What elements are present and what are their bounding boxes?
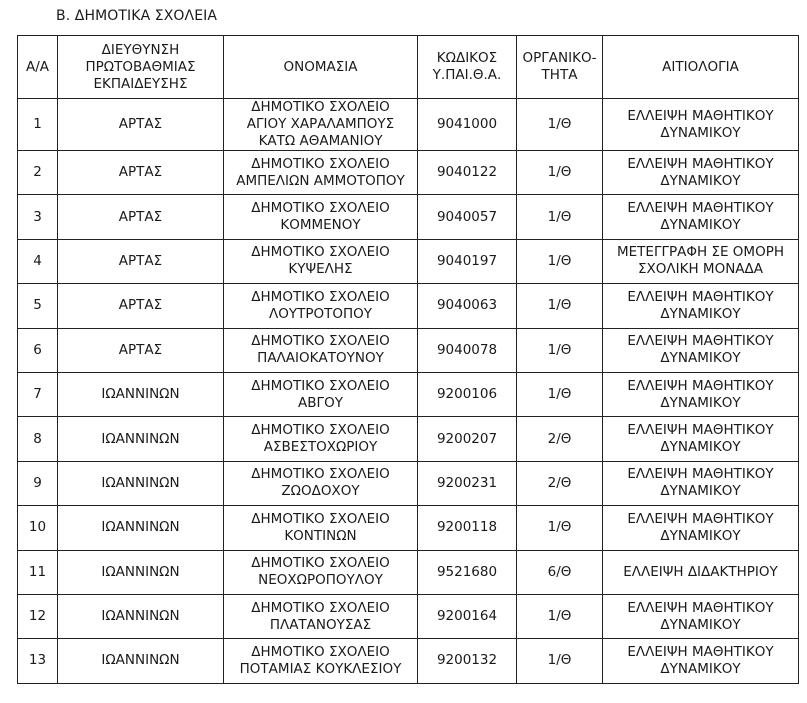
cell-organikotita <box>517 99 603 151</box>
cell-code <box>418 506 517 550</box>
cell-school-name-text: ΠΑΛΑΙΟΚΑΤΟΥΝΟΥ <box>257 350 384 367</box>
cell-directorate <box>58 506 224 550</box>
cell-aa-text: 13 <box>28 652 47 669</box>
cell-directorate <box>58 195 224 239</box>
cell-code-text: 9200106 <box>436 386 498 403</box>
cell-school-name-text: ΔΗΜΟΤΙΚΟ ΣΧΟΛΕΙΟ <box>251 466 390 483</box>
cell-aa-text: 2 <box>33 164 42 181</box>
cell-school-name <box>224 506 418 550</box>
cell-aa <box>18 328 58 372</box>
cell-reason <box>603 239 799 283</box>
cell-directorate-text: ΑΡΤΑΣ <box>118 208 163 225</box>
table-row <box>18 195 799 239</box>
cell-school-name-text: ΖΩΟΔΟΧΟΥ <box>281 483 360 500</box>
cell-reason-text: ΕΛΛΕΙΨΗ ΜΑΘΗΤΙΚΟΥ <box>627 288 774 305</box>
header-aa <box>18 36 58 99</box>
cell-reason-text: ΔΥΝΑΜΙΚΟΥ <box>660 172 741 189</box>
cell-school-name-text: ΑΓΙΟΥ ΧΑΡΑΛΑΜΠΟΥΣ <box>246 116 395 132</box>
table-row <box>18 372 799 416</box>
cell-directorate-text: ΑΡΤΑΣ <box>118 164 163 181</box>
cell-code <box>418 151 517 195</box>
cell-school-name-text: ΠΟΤΑΜΙΑΣ ΚΟΥΚΛΕΣΙΟΥ <box>239 660 402 677</box>
cell-code <box>418 594 517 638</box>
cell-school-name-text: ΔΗΜΟΤΙΚΟ ΣΧΟΛΕΙΟ <box>251 200 390 217</box>
cell-code-text: 9040078 <box>436 341 498 358</box>
cell-reason <box>603 195 799 239</box>
cell-directorate <box>58 639 224 683</box>
cell-code-text: 9040063 <box>436 297 498 314</box>
cell-reason <box>603 151 799 195</box>
header-organikotita-line: ΤΗΤΑ <box>541 67 578 83</box>
cell-reason-text: ΔΥΝΑΜΙΚΟΥ <box>660 439 741 456</box>
cell-code-text: 9040197 <box>436 252 498 269</box>
table-row <box>18 239 799 283</box>
cell-aa-text: 6 <box>33 341 42 358</box>
cell-reason-text: ΜΕΤΕΓΓΡΑΦΗ ΣΕ ΟΜΟΡΗ <box>617 244 784 261</box>
cell-aa <box>18 284 58 328</box>
cell-organikotita <box>517 372 603 416</box>
cell-directorate-text: ΙΩΑΝΝΙΝΩΝ <box>101 652 180 669</box>
cell-organikotita-text: 6/Θ <box>547 563 572 580</box>
cell-directorate <box>58 550 224 594</box>
cell-organikotita-text: 2/Θ <box>547 474 572 491</box>
cell-organikotita-text: 1/Θ <box>547 252 572 269</box>
cell-school-name-text: ΔΗΜΟΤΙΚΟ ΣΧΟΛΕΙΟ <box>251 333 390 350</box>
cell-reason-text: ΕΛΛΕΙΨΗ ΜΑΘΗΤΙΚΟΥ <box>627 333 774 350</box>
cell-school-name-text: ΔΗΜΟΤΙΚΟ ΣΧΟΛΕΙΟ <box>251 643 390 660</box>
cell-organikotita-text: 1/Θ <box>547 386 572 403</box>
cell-code-text: 9200132 <box>436 652 498 669</box>
cell-aa-text: 11 <box>28 563 47 580</box>
header-reason-text: ΑΙΤΙΟΛΟΓΙΑ <box>662 58 739 75</box>
cell-school-name-text: ΔΗΜΟΤΙΚΟ ΣΧΟΛΕΙΟ <box>251 510 390 527</box>
cell-school-name-text: ΚΑΤΩ ΑΘΑΜΑΝΙΟΥ <box>258 133 383 149</box>
cell-reason-text: ΣΧΟΛΙΚΗ ΜΟΝΑΔΑ <box>638 261 763 278</box>
cell-aa <box>18 151 58 195</box>
table-row <box>18 284 799 328</box>
cell-aa <box>18 461 58 505</box>
cell-code <box>418 372 517 416</box>
cell-aa-text: 3 <box>33 208 42 225</box>
cell-school-name-text: ΔΗΜΟΤΙΚΟ ΣΧΟΛΕΙΟ <box>251 422 390 439</box>
header-name-text: ΟΝΟΜΑΣΙΑ <box>283 58 358 75</box>
header-directorate-line: ΠΡΩΤΟΒΑΘΜΙΑΣ <box>85 58 196 75</box>
cell-school-name <box>224 550 418 594</box>
cell-organikotita-text: 1/Θ <box>547 208 572 225</box>
cell-reason-text: ΕΛΛΕΙΨΗ ΜΑΘΗΤΙΚΟΥ <box>627 599 774 616</box>
header-row <box>18 36 799 99</box>
cell-school-name-text: ΔΗΜΟΤΙΚΟ ΣΧΟΛΕΙΟ <box>251 555 390 572</box>
cell-code <box>418 328 517 372</box>
table-row <box>18 151 799 195</box>
header-organikotita-line: ΟΡΓΑΝΙΚΟ- <box>522 50 597 66</box>
cell-school-name-text: ΔΗΜΟΤΙΚΟ ΣΧΟΛΕΙΟ <box>251 244 390 261</box>
cell-school-name <box>224 639 418 683</box>
cell-code-text: 9200231 <box>436 474 498 491</box>
table-row <box>18 506 799 550</box>
header-organikotita <box>517 36 603 99</box>
cell-directorate-text: ΙΩΑΝΝΙΝΩΝ <box>101 386 180 403</box>
cell-reason-text: ΔΥΝΑΜΙΚΟΥ <box>660 616 741 633</box>
header-code <box>418 36 517 99</box>
cell-organikotita <box>517 417 603 461</box>
cell-organikotita-text: 1/Θ <box>547 519 572 536</box>
cell-organikotita <box>517 195 603 239</box>
cell-organikotita <box>517 461 603 505</box>
cell-aa-text: 4 <box>33 252 42 269</box>
cell-reason-text: ΔΥΝΑΜΙΚΟΥ <box>660 124 741 141</box>
cell-aa-text: 12 <box>28 608 47 625</box>
cell-reason-text: ΔΥΝΑΜΙΚΟΥ <box>660 394 741 411</box>
cell-directorate <box>58 594 224 638</box>
cell-reason <box>603 639 799 683</box>
cell-organikotita <box>517 328 603 372</box>
cell-reason <box>603 506 799 550</box>
cell-directorate <box>58 328 224 372</box>
cell-code <box>418 417 517 461</box>
cell-aa-text: 5 <box>33 297 42 314</box>
cell-school-name-text: ΑΒΓΟΥ <box>298 394 343 411</box>
header-aa-text: Α/Α <box>25 58 50 75</box>
cell-directorate-text: ΑΡΤΑΣ <box>118 252 163 269</box>
cell-reason-text: ΔΥΝΑΜΙΚΟΥ <box>660 350 741 367</box>
header-code-line: Υ.ΠΑΙ.Θ.Α. <box>432 67 502 83</box>
cell-organikotita-text: 1/Θ <box>547 164 572 181</box>
cell-school-name <box>224 239 418 283</box>
section-title: Β. ΔΗΜΟΤΙΚΑ ΣΧΟΛΕΙΑ <box>56 8 218 24</box>
cell-school-name-text: ΑΜΠΕΛΙΩΝ ΑΜΜΟΤΟΠΟΥ <box>236 172 405 189</box>
header-name <box>224 36 418 99</box>
cell-code-text: 9200118 <box>436 519 498 536</box>
table-row <box>18 639 799 683</box>
header-directorate-line: ΔΙΕΥΘΥΝΣΗ <box>101 41 180 58</box>
cell-organikotita <box>517 506 603 550</box>
cell-code <box>418 639 517 683</box>
cell-code <box>418 284 517 328</box>
cell-code <box>418 195 517 239</box>
cell-directorate-text: ΑΡΤΑΣ <box>118 341 163 358</box>
cell-directorate <box>58 239 224 283</box>
table-row <box>18 99 799 151</box>
cell-organikotita-text: 2/Θ <box>547 430 572 447</box>
cell-reason <box>603 284 799 328</box>
cell-aa <box>18 372 58 416</box>
cell-directorate-text: ΑΡΤΑΣ <box>118 116 163 132</box>
cell-school-name <box>224 151 418 195</box>
cell-directorate-text: ΑΡΤΑΣ <box>118 297 163 314</box>
cell-directorate <box>58 461 224 505</box>
cell-organikotita-text: 1/Θ <box>547 608 572 625</box>
cell-code <box>418 239 517 283</box>
cell-reason-text: ΕΛΛΕΙΨΗ ΜΑΘΗΤΙΚΟΥ <box>627 200 774 217</box>
cell-reason <box>603 372 799 416</box>
cell-code <box>418 99 517 151</box>
cell-code <box>418 550 517 594</box>
cell-reason-text: ΔΥΝΑΜΙΚΟΥ <box>660 527 741 544</box>
cell-school-name-text: ΑΣΒΕΣΤΟΧΩΡΙΟΥ <box>263 439 378 456</box>
cell-reason-text: ΕΛΛΕΙΨΗ ΜΑΘΗΤΙΚΟΥ <box>627 466 774 483</box>
cell-reason-text: ΔΥΝΑΜΙΚΟΥ <box>660 305 741 322</box>
cell-school-name <box>224 372 418 416</box>
cell-organikotita <box>517 239 603 283</box>
cell-organikotita <box>517 151 603 195</box>
cell-aa-text: 1 <box>33 116 42 132</box>
cell-aa-text: 8 <box>33 430 42 447</box>
cell-reason-text: ΕΛΛΕΙΨΗ ΜΑΘΗΤΙΚΟΥ <box>627 155 774 172</box>
cell-reason-text: ΔΥΝΑΜΙΚΟΥ <box>660 217 741 234</box>
cell-reason <box>603 550 799 594</box>
header-directorate <box>58 36 224 99</box>
cell-school-name-text: ΚΟΜΜΕΝΟΥ <box>280 217 361 234</box>
cell-reason <box>603 594 799 638</box>
cell-reason-text: ΔΥΝΑΜΙΚΟΥ <box>660 660 741 677</box>
cell-aa <box>18 594 58 638</box>
cell-aa <box>18 195 58 239</box>
cell-organikotita <box>517 639 603 683</box>
header-code-line: ΚΩΔΙΚΟΣ <box>436 50 498 66</box>
cell-reason-text: ΔΥΝΑΜΙΚΟΥ <box>660 483 741 500</box>
cell-school-name-text: ΝΕΟΧΩΡΟΠΟΥΛΟΥ <box>258 572 383 589</box>
cell-school-name <box>224 461 418 505</box>
table-row <box>18 550 799 594</box>
cell-school-name-text: ΔΗΜΟΤΙΚΟ ΣΧΟΛΕΙΟ <box>251 99 390 115</box>
cell-organikotita <box>517 284 603 328</box>
cell-directorate <box>58 151 224 195</box>
cell-directorate-text: ΙΩΑΝΝΙΝΩΝ <box>101 608 180 625</box>
cell-school-name <box>224 328 418 372</box>
cell-reason-text: ΕΛΛΕΙΨΗ ΜΑΘΗΤΙΚΟΥ <box>627 422 774 439</box>
cell-reason <box>603 99 799 151</box>
cell-aa-text: 10 <box>28 519 47 536</box>
cell-code-text: 9040122 <box>436 164 498 181</box>
cell-organikotita-text: 1/Θ <box>547 341 572 358</box>
cell-reason-text: ΕΛΛΕΙΨΗ ΜΑΘΗΤΙΚΟΥ <box>627 643 774 660</box>
cell-reason <box>603 461 799 505</box>
cell-aa <box>18 99 58 151</box>
cell-directorate-text: ΙΩΑΝΝΙΝΩΝ <box>101 474 180 491</box>
cell-code-text: 9200164 <box>436 608 498 625</box>
cell-school-name <box>224 195 418 239</box>
cell-school-name-text: ΔΗΜΟΤΙΚΟ ΣΧΟΛΕΙΟ <box>251 288 390 305</box>
cell-school-name-text: ΔΗΜΟΤΙΚΟ ΣΧΟΛΕΙΟ <box>251 599 390 616</box>
cell-school-name <box>224 594 418 638</box>
table-row <box>18 417 799 461</box>
table-row <box>18 461 799 505</box>
cell-school-name <box>224 417 418 461</box>
cell-reason-text: ΕΛΛΕΙΨΗ ΔΙΔΑΚΤΗΡΙΟΥ <box>623 563 778 580</box>
cell-school-name-text: ΚΥΨΕΛΗΣ <box>288 261 353 278</box>
table-row <box>18 328 799 372</box>
cell-school-name-text: ΚΟΝΤΙΝΩΝ <box>284 527 357 544</box>
schools-table <box>17 35 799 684</box>
cell-directorate-text: ΙΩΑΝΝΙΝΩΝ <box>101 563 180 580</box>
cell-directorate <box>58 99 224 151</box>
cell-directorate-text: ΙΩΑΝΝΙΝΩΝ <box>101 519 180 536</box>
header-directorate-line: ΕΚΠΑΙΔΕΥΣΗΣ <box>93 75 188 92</box>
cell-reason-text: ΕΛΛΕΙΨΗ ΜΑΘΗΤΙΚΟΥ <box>627 510 774 527</box>
cell-school-name <box>224 284 418 328</box>
cell-code-text: 9040057 <box>436 208 498 225</box>
table-row <box>18 594 799 638</box>
cell-school-name-text: ΔΗΜΟΤΙΚΟ ΣΧΟΛΕΙΟ <box>251 155 390 172</box>
cell-organikotita-text: 1/Θ <box>547 652 572 669</box>
cell-aa <box>18 417 58 461</box>
cell-reason <box>603 417 799 461</box>
cell-reason-text: ΕΛΛΕΙΨΗ ΜΑΘΗΤΙΚΟΥ <box>627 107 774 124</box>
cell-organikotita-text: 1/Θ <box>547 297 572 314</box>
cell-aa <box>18 506 58 550</box>
cell-directorate-text: ΙΩΑΝΝΙΝΩΝ <box>101 430 180 447</box>
cell-directorate <box>58 372 224 416</box>
cell-school-name <box>224 99 418 151</box>
cell-organikotita-text: 1/Θ <box>547 116 572 132</box>
cell-aa <box>18 639 58 683</box>
cell-directorate <box>58 284 224 328</box>
cell-aa <box>18 550 58 594</box>
header-reason <box>603 36 799 99</box>
cell-school-name-text: ΛΟΥΤΡΟΤΟΠΟΥ <box>268 305 373 322</box>
cell-code <box>418 461 517 505</box>
table-body <box>18 99 799 684</box>
cell-aa-text: 9 <box>33 474 42 491</box>
cell-aa <box>18 239 58 283</box>
cell-school-name-text: ΠΛΑΤΑΝΟΥΣΑΣ <box>269 616 372 633</box>
cell-school-name-text: ΔΗΜΟΤΙΚΟ ΣΧΟΛΕΙΟ <box>251 377 390 394</box>
cell-organikotita <box>517 594 603 638</box>
cell-organikotita <box>517 550 603 594</box>
cell-code-text: 9521680 <box>436 563 498 580</box>
cell-directorate <box>58 417 224 461</box>
cell-code-text: 9200207 <box>436 430 498 447</box>
cell-aa-text: 7 <box>33 386 42 403</box>
cell-reason-text: ΕΛΛΕΙΨΗ ΜΑΘΗΤΙΚΟΥ <box>627 377 774 394</box>
cell-code-text: 9041000 <box>436 116 498 132</box>
cell-reason <box>603 328 799 372</box>
